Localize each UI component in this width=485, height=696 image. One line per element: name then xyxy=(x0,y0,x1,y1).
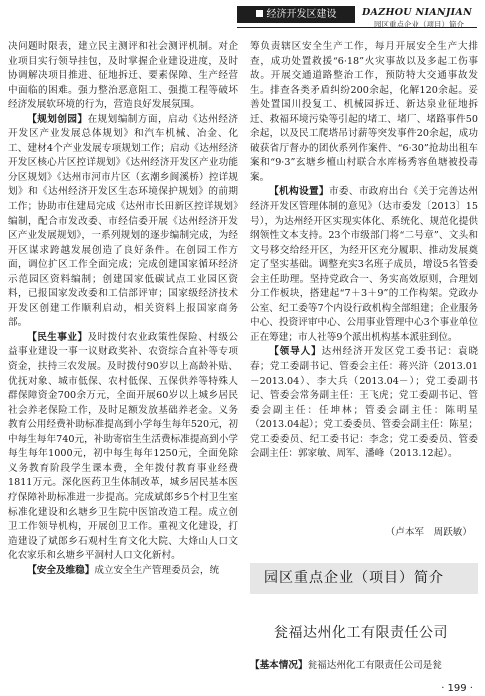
paragraph-organization: 【机构设置】市委、市政府出台《关于完善达州经济开发区管理体制的意见》（达市委发〔2013〕15号），为达州经开区实现实体化、系统化、规范化提供纲领性文本支持。23个市级部门将“二号章”、文头和文号移交给经开区，为经开区充分履职、推动发展奠定了坚实基础。调整充实3名班子成员，增设5名管委会主任助理。坚持党政合一、务实高效原则，合理划分工作板块，搭建起“7＋3＋9”的工作构架。党政办公室、纪工委等7个内设行政机构全部组建；企业服务中心、投资评审中心、公用事业管理中心3个事业单位正在筹建；市人社等9个派出机构基本派驻到位。 xyxy=(250,186,478,343)
company-title: 瓮福达州化工有限责任公司 xyxy=(274,625,448,641)
section-tag: 【规划创园】 xyxy=(27,113,88,125)
page-number: · 199 · xyxy=(441,683,473,694)
right-column xyxy=(250,40,479,460)
section-tag: 【机构设置】 xyxy=(269,186,329,198)
section-banner xyxy=(250,563,478,594)
paragraph-0: 决问题时限表，建立民主测评和社会测评机制。对企业项目实行领导挂包，及时掌握企业建设进度，及时协调解决项目推进、征地拆迁、要素保障、生产经营中面临的困难。强力整治恶意阻工、强揽工程等破坏经济发展软环境的行为，营造良好发展氛围。 xyxy=(8,41,238,111)
paragraph-safety-cont: 筹负责辖区安全生产工作，每月开展安全生产大排查，成功处置救援“6·18”火灾事故以及多起工伤事故。开展交通道路整治工作，预防特大交通事故发生。排查各类矛盾纠纷200余起，化解120余起。妥善处置国川投复工、机械园拆迁、新达泉业征地拆迁、救福环境污染等引起的堵工、堵厂、堵路事件50余起，以及民工爬塔吊讨薪等突发事件20余起，成功破获省厅督办的团伙系列作案件、“6·30”抢劫出租车案和“9·3”玄塘乡檀山村联合水库杨秀容鱼塘被投毒案。 xyxy=(250,41,478,183)
section-tag: 【民生事业】 xyxy=(27,331,88,343)
author-signature: （卢本军 周跃敏） xyxy=(385,527,472,538)
yearbook-brand: DAZHOU NIANJIAN xyxy=(362,7,473,18)
left-column xyxy=(8,40,238,688)
square-icon xyxy=(256,10,263,17)
paragraph-planning: 【规划创园】在规划编制方面，启动《达州经济开发区产业发展总体规划》和汽车机械、冶金、化工、建材4个产业发展专项规划工作；启动《达州经济开发区核心片区控详规划》《达州经济开发区产业功能分区规划》《达州市河市片区（玄潮乡阆溪桥）控详规划》和《达州经济开发区生态环境保护规划》的前期工作；协助市住建局完成《达州市长田新区控详规划》编制，配合市发改委、市经信委开展《达州经济开发区产业发展规划》，一系列规划的逐步编制完成，为经开区谋求跨越发展创造了良好条件。在创园工作方面，调位扩区工作全面完成；完成创建国家循环经济示范园区资料编制；创建国家低碳试点工业园区资料，已报国家发改委和工信部评审；国家级经济技术开发区创建工作顺利启动，相关资料上报国家商务部。 xyxy=(8,113,239,329)
paragraph-leaders: 【领导人】达州经济开发区党工委书记：袁晓春；党工委副书记、管委会主任：蒋兴浒（2013.01－2013.04）、李大兵（2013.04－）；党工委副书记、管委会常务副主任：王飞虎；党工委副书记、管委会副主任：任坤林；管委会副主任：陈明星（2013.04起）；党工委委员、管委会副主任：陈星；党工委委员、纪工委书记：李念；党工委委员、管委会副主任：郭家敏、周军、潘峰（2013.12起）。 xyxy=(250,346,479,460)
section-tag: 【基本情况】 xyxy=(250,660,308,671)
header-rule xyxy=(237,27,477,28)
paragraph-safety: 【安全及维稳】成立安全生产管理委员会，统 xyxy=(27,564,220,576)
page-header xyxy=(0,0,485,30)
section-banner-title: 园区重点企业（项目）简介 xyxy=(264,570,444,586)
company-basic-info: 【基本情况】瓮福达州化工有限责任公司是瓮 xyxy=(250,660,442,671)
header-subtitle: 园区重点企业（项目）简介 xyxy=(374,20,464,29)
paragraph-livelihood: 【民生事业】及时拨付农业政策性保险、村级公益事业建设一事一议财政奖补、农资综合直补等专项资金，扶持三农发展。及时拨付90岁以上高龄补贴、优抚对象、城市低保、农村低保、五保供养等特殊人群保障资金700余万元，全面开展60岁以上城乡居民社会养老保险工作，及时足额发放基础养老金。义务教育公用经费补助标准提高到小学每生每年520元，初中每生每年740元，补助寄宿生生活费标准提高到小学每生每年1000元，初中每生每年1250元，全面免除义务教育阶段学生课本费，全年拨付教育事业经费1811万元。深化医药卫生体制改革，城乡居民基本医疗保障补助标准进一步提高。完成斌郎乡5个村卫生室标准化建设和幺塘乡卫生院中医馆改造工程。成立创卫工作领导机构，开展创卫工作。重视文化建设，打造建设了斌郎乡石观村生育文化大院、大烽山人口文化农家乐和幺塘乡平洞村人口文化新村。 xyxy=(8,331,239,562)
section-tab xyxy=(237,6,355,23)
section-tag: 【安全及维稳】 xyxy=(27,564,95,576)
section-tag: 【领导人】 xyxy=(269,346,322,358)
section-tab-label: 经济开发区建设 xyxy=(266,9,337,20)
